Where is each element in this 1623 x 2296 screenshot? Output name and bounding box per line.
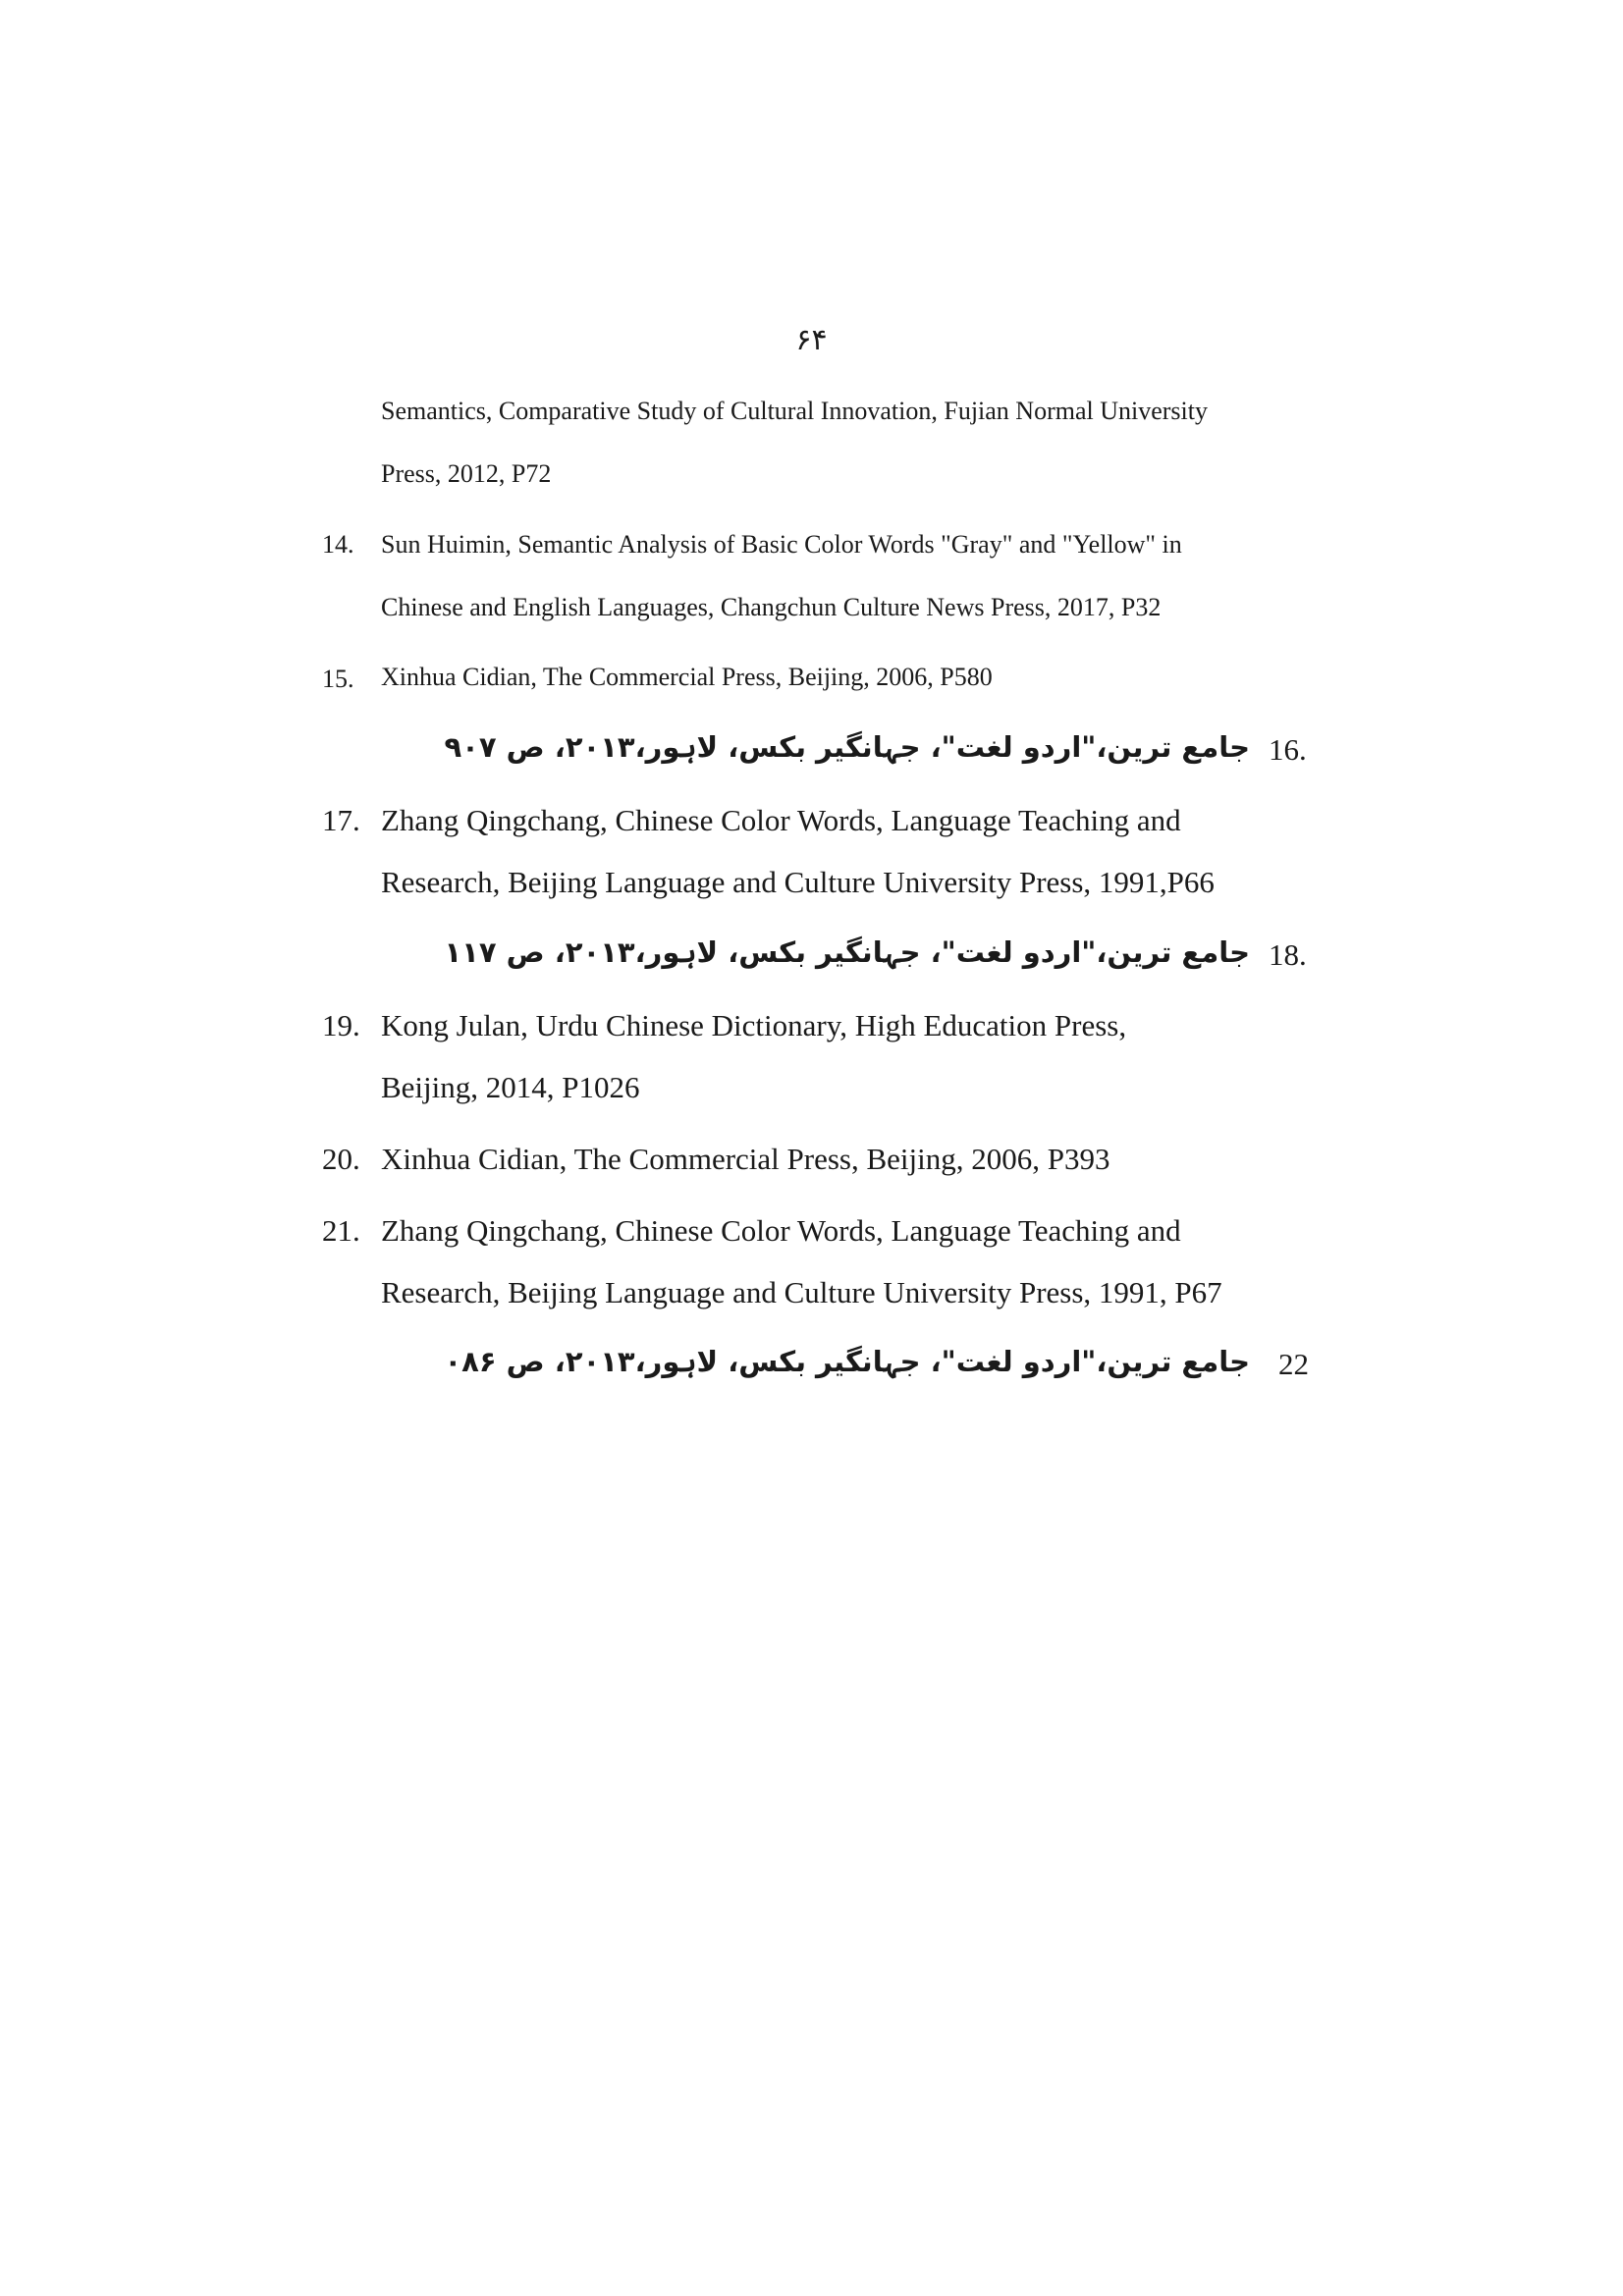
- reference-number: 19.: [322, 1008, 360, 1042]
- urdu-reference-line: جامع ترین،"اردو لغت"، جہانگیر بکس، لاہور،۲۰۱۳، ص ۰۸۶: [444, 1345, 1250, 1378]
- reference-line: Sun Huimin, Semantic Analysis of Basic Color Words "Gray" and "Yellow" in: [381, 530, 1182, 559]
- reference-number: 17.: [322, 803, 360, 837]
- reference-number: 15.: [322, 665, 354, 693]
- page-number: ۶۴: [795, 324, 828, 356]
- reference-number: 16.: [1269, 732, 1307, 767]
- reference-line: Research, Beijing Language and Culture University Press, 1991, P67: [381, 1275, 1222, 1309]
- reference-number: 22: [1278, 1347, 1309, 1381]
- reference-line: Chinese and English Languages, Changchun Culture News Press, 2017, P32: [381, 593, 1162, 621]
- reference-number: 14.: [322, 530, 354, 559]
- reference-line: Kong Julan, Urdu Chinese Dictionary, High Education Press,: [381, 1008, 1127, 1042]
- reference-line: Semantics, Comparative Study of Cultural Innovation, Fujian Normal University: [381, 397, 1208, 425]
- reference-number: 20.: [322, 1142, 360, 1176]
- urdu-reference-line: جامع ترین،"اردو لغت"، جہانگیر بکس، لاہور،۲۰۱۳، ص ۹۰۷: [444, 730, 1250, 764]
- reference-line: Press, 2012, P72: [381, 459, 552, 488]
- reference-line: Beijing, 2014, P1026: [381, 1070, 640, 1104]
- reference-number: 18.: [1269, 937, 1307, 972]
- reference-line: Zhang Qingchang, Chinese Color Words, Language Teaching and: [381, 803, 1181, 837]
- reference-line: Research, Beijing Language and Culture University Press, 1991,P66: [381, 865, 1215, 899]
- reference-line: Xinhua Cidian, The Commercial Press, Beijing, 2006, P393: [381, 1142, 1110, 1176]
- reference-line: Xinhua Cidian, The Commercial Press, Beijing, 2006, P580: [381, 663, 993, 691]
- urdu-reference-line: جامع ترین،"اردو لغت"، جہانگیر بکس، لاہور،۲۰۱۳، ص ۱۱۷: [444, 935, 1250, 969]
- reference-number: 21.: [322, 1213, 360, 1248]
- reference-line: Zhang Qingchang, Chinese Color Words, Language Teaching and: [381, 1213, 1181, 1248]
